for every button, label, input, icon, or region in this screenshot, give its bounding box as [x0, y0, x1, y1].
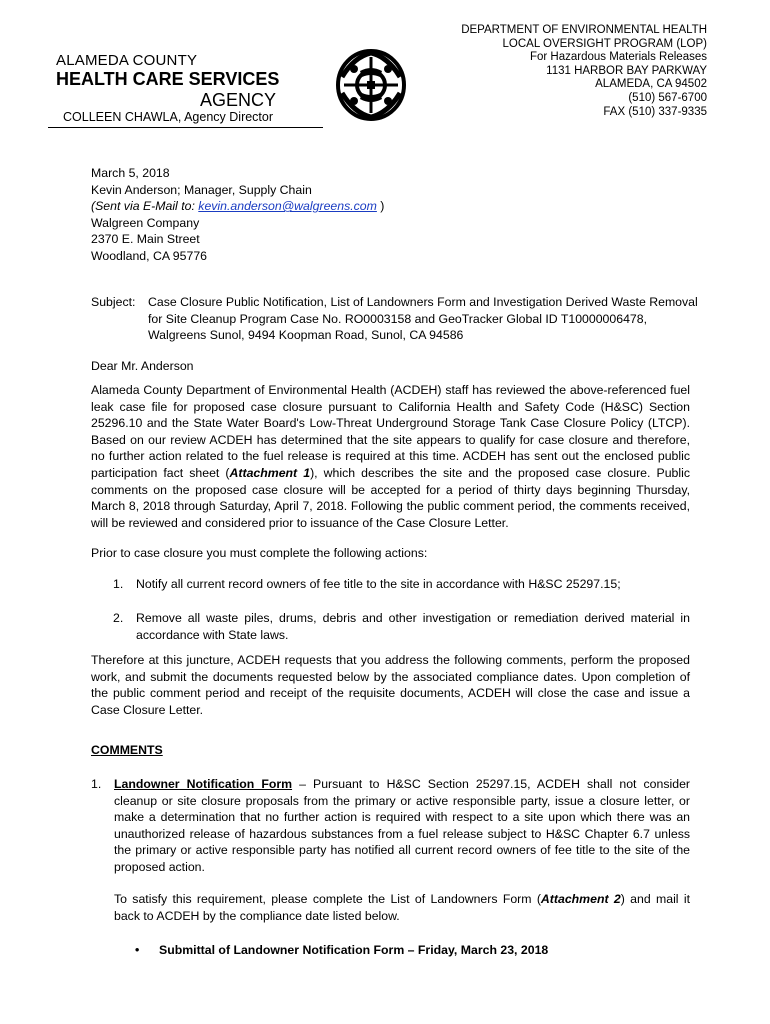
attachment-2-ref: Attachment 2: [540, 892, 621, 906]
satisfy-b: ) and mail it back to ACDEH by the compliance date listed below.: [114, 892, 690, 923]
satisfy-paragraph: [114, 891, 690, 924]
list-item-number: 2.: [113, 611, 124, 625]
dept-line: LOCAL OVERSIGHT PROGRAM (LOP): [502, 37, 707, 50]
agency-word: AGENCY: [200, 90, 277, 110]
bullet-dot: •: [135, 943, 140, 957]
comment-text: [114, 776, 690, 876]
recipient-street: 2370 E. Main Street: [91, 232, 200, 247]
recipient-email-link[interactable]: kevin.anderson@walgreens.com: [198, 199, 377, 214]
recipient-block: [91, 165, 384, 265]
dept-line: 1131 HARBOR BAY PARKWAY: [546, 64, 707, 77]
dept-line: (510) 567-6700: [628, 91, 707, 104]
comment-title: Landowner Notification Form: [114, 777, 293, 791]
department-address-block: [461, 24, 707, 119]
list-item-number: 1.: [113, 577, 124, 591]
attachment-1-ref: Attachment 1: [229, 465, 311, 480]
satisfy-a: To satisfy this requirement, please complete the List of Landowners Form (: [114, 892, 541, 906]
sent-via-prefix: (Sent via E-Mail to:: [91, 199, 199, 214]
sent-via-suffix: ): [376, 199, 385, 214]
county-seal-logo: [334, 47, 408, 123]
comment-number: 1.: [91, 777, 102, 791]
deadline-text: Submittal of Landowner Notification Form – Friday, March 23, 2018: [159, 943, 549, 957]
agency-director: COLLEEN CHAWLA, Agency Director: [63, 110, 274, 124]
header-divider: [48, 127, 323, 128]
comment-body: – Pursuant to H&SC Section 25297.15, ACDEH shall not consider cleanup or site closure proposals from the primary or active responsible party, issue a closure letter, or make a determination that no further action is required with respect to a site upon which there was an unauthorized release of hazardous substances from a fuel release subject to H&SC Chapter 6.7 unless the primary or active responsible party has notified all current record owners of fee title to the site of the proposed action.: [114, 777, 690, 874]
county-name: ALAMEDA COUNTY: [56, 52, 198, 69]
recipient-name: Kevin Anderson; Manager, Supply Chain: [91, 182, 312, 197]
list-item-text: Remove all waste piles, drums, debris and other investigation or remediation derived material in accordance with State laws.: [136, 611, 690, 642]
paragraph-review-b: ), which describes the site and the proposed case closure. Public comments on the proposed case closure will be accepted for a period of thirty days beginning Thursday, March 8, 2018 through Saturday, April 7, 2018. Following the public comment period, the comments received, will be reviewed and considered prior to issuance of the Case Closure Letter.: [91, 465, 690, 530]
agency-name: HEALTH CARE SERVICES: [56, 69, 280, 89]
prior-actions-intro: Prior to case closure you must complete the following actions:: [91, 546, 428, 560]
letter-date: March 5, 2018: [91, 166, 170, 180]
subject-text: Case Closure Public Notification, List of Landowners Form and Investigation Derived Waste Removal for Site Cleanup Program Case No. RO0003158 and GeoTracker Global ID T10000006478, Walgreens Sunol, 9494 Koopman Road, Sunol, CA 94586: [148, 295, 698, 343]
recipient-company: Walgreen Company: [91, 215, 200, 230]
dept-line: FAX (510) 337-9335: [603, 105, 707, 118]
comments-heading: COMMENTS: [91, 743, 163, 757]
subject-label: Subject:: [91, 295, 136, 309]
paragraph-review: [91, 382, 690, 531]
salutation: Dear Mr. Anderson: [91, 359, 194, 373]
recipient-city: Woodland, CA 95776: [91, 248, 207, 263]
dept-line: For Hazardous Materials Releases: [529, 51, 707, 64]
dept-line: DEPARTMENT OF ENVIRONMENTAL HEALTH: [461, 24, 707, 36]
dept-line: ALAMEDA, CA 94502: [595, 78, 707, 91]
paragraph-juncture: Therefore at this juncture, ACDEH requests that you address the following comments, perform the proposed work, and submit the documents requested below by the associated compliance dates. Upon completion of the public comment period and receipt of the requisite documents, ACDEH will close the case and issue a Case Closure Letter.: [91, 653, 690, 717]
paragraph-review-a: Alameda County Department of Environmental Health (ACDEH) staff has reviewed the above-referenced fuel leak case file for proposed case closure pursuant to California Health and Safety Code (H&SC) Section 25296.10 and the State Water Board's Low-Threat Underground Storage Tank Case Closure Policy (LTCP). Based on our review ACDEH has determined that the site appears to qualify for case closure and therefore, no further action related to the fuel release is required at this time. ACDEH has sent out the enclosed public participation fact sheet (: [91, 383, 690, 480]
list-item-text: Notify all current record owners of fee title to the site in accordance with H&SC 25297.15;: [136, 577, 621, 591]
sent-via-line: [91, 198, 384, 215]
